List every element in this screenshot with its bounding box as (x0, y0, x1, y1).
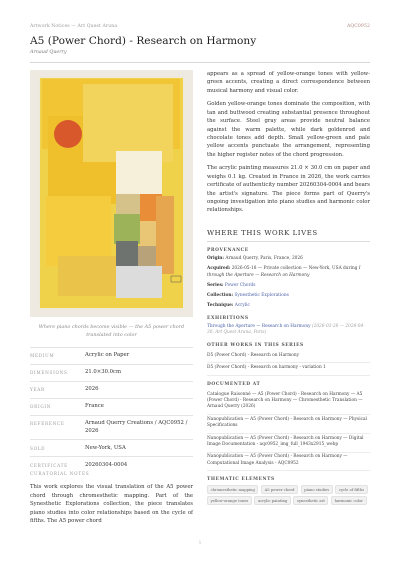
page-title: A5 (Power Chord) - Research on Harmony (30, 35, 257, 47)
collection-label: Collection: (207, 293, 234, 299)
exhibition-detail: (2026-03-28 — 2026-04-30, Art Quest Aruna, Paris) (207, 323, 365, 336)
origin-value: Arnaud Querry, Paris, France, 2026 (225, 255, 303, 261)
description-paragraph: Golden yellow-orange tones dominate the composition, with tan and buttwood creating substantial presence throughout the surface. Steel gray areas provide neutral balance against the warm palette, while dark goldenrod and chocolate tones add depth. Small yellow-green and pale yellow accents punctuate the arrangement, representing the higher register notes of the chord progression. (207, 101, 370, 158)
other-work-link[interactable]: D5 (Power Chord) - Research on harmony - variation 1 (207, 363, 370, 375)
tag[interactable]: chromesthetic mapping (207, 485, 258, 493)
meta-row-origin (30, 398, 193, 415)
title-divider (30, 62, 370, 63)
description-paragraph: appears as a spread of yellow-orange tones with yellow-green accents, creating a direct correspondence between musical harmony and visual color. (207, 71, 370, 94)
meta-key: ORIGIN (30, 404, 52, 410)
provenance-collection (207, 293, 370, 300)
page-header (30, 24, 370, 34)
artwork-painting (38, 76, 185, 310)
tag[interactable]: piano studies (301, 485, 333, 493)
description-column (207, 70, 370, 505)
thematic-elements-label: THEMATIC ELEMENTS (207, 477, 275, 483)
provenance-label: PROVENANCE (207, 247, 249, 253)
meta-key: REFERENCE (30, 421, 65, 427)
meta-key: CERTIFICATE (30, 462, 68, 468)
exhibition-link[interactable]: Through the Aperture — Research on Harmony (207, 323, 311, 329)
documented-entry[interactable]: Nanopublication — A5 (Power Chord) - Research on Harmony — Computational Image Analysis - AQC0952 (207, 453, 370, 472)
tag[interactable]: synesthetic art (293, 496, 328, 504)
acquired-exhibition: I through the Aperture — Research on Harmony (207, 266, 361, 278)
meta-key: YEAR (30, 387, 45, 393)
provenance-origin (207, 256, 370, 263)
meta-value: 21.0×30.0cm (85, 369, 122, 376)
other-work-link[interactable]: D5 (Power Chord) - Research on Harmony (207, 351, 370, 363)
provenance-technique (207, 303, 370, 310)
meta-value: New-York, USA (85, 444, 126, 451)
artwork-metadata-table (30, 347, 193, 473)
meta-key: DIMENSIONS (30, 370, 68, 376)
technique-link[interactable]: Acrylic (234, 303, 250, 309)
meta-key: MEDIUM (30, 353, 55, 359)
tag[interactable]: acrylic painting (254, 496, 290, 504)
meta-value: Acrylic on Paper (85, 352, 130, 359)
tag[interactable]: harmonic color (331, 496, 366, 504)
other-works-label: OTHER WORKS IN THIS SERIES (207, 343, 304, 348)
documented-entry[interactable]: Nanopublication — A5 (Power Chord) - Research on Harmony — Physical Specifications (207, 415, 370, 434)
tag[interactable]: A5 power chord (261, 485, 298, 493)
meta-value: France (85, 403, 104, 410)
curatorial-notes-text: This work explores the visual translation of the A5 power chord through chromesthetic mapping. Part of the Synesthetic Explorations collection, the piece translates piano studies into color relationships based on the cycle of fifths. The A5 power chord (30, 484, 193, 525)
provenance-series (207, 283, 370, 290)
meta-value: Arnaud Querry Creations / AQC0952 / 2026 (85, 420, 188, 434)
acquired-label: Acquired: (207, 266, 231, 272)
meta-key: SOLD (30, 445, 46, 451)
meta-value: 2026 (85, 386, 99, 393)
artwork-image (30, 70, 193, 317)
provenance-acquired (207, 266, 370, 279)
thematic-tags (207, 485, 370, 504)
tag[interactable]: cycle of fifths (335, 485, 367, 493)
series-label: Series: (207, 282, 224, 288)
technique-label: Technique: (207, 303, 234, 309)
artist-name: Arnaud Querry (30, 50, 67, 55)
documented-entry[interactable]: Nanopublication — A5 (Power Chord) - Research on Harmony — Digital Image Documentation - aqc0952_img_full_1943x2915_webp (207, 434, 370, 453)
meta-row-dimensions (30, 364, 193, 381)
meta-row-year (30, 381, 193, 398)
exhibition-entry (207, 324, 370, 337)
meta-row-sold (30, 439, 193, 456)
documented-entry[interactable]: Catalogue Raisonné — A5 (Power Chord) - Research on Harmony — A5 (Power Chord) - Research on Harmony — Chromesthetic Translation — Arnaud Querry (2026) (207, 390, 370, 415)
description-paragraph: The acrylic painting measures 21.0 × 30.0 cm on paper and weighs 0.1 kg. Created in France in 2026, the work carries certificate of authenticity number 20260304-0004 and bears the artist's signature. The piece forms part of Querry's ongoing investigation into piano studies and harmonic color relationships. (207, 165, 370, 214)
exhibitions-label: EXHIBITIONS (207, 315, 249, 321)
curatorial-notes-label: CURATORIAL NOTES (30, 471, 90, 476)
where-section-title: WHERE THIS WORK LIVES (207, 229, 370, 242)
page-number: 1 (198, 541, 202, 546)
artwork-caption: Where piano chords become visible — the A5 power chord translated into color (38, 324, 185, 338)
tag[interactable]: yellow-orange tones (207, 496, 252, 504)
header-site-label: Artwork Notices — Art Quest Aruna (30, 24, 118, 29)
origin-label: Origin: (207, 255, 224, 261)
meta-value: 20260304-0004 (85, 461, 128, 468)
acquired-value: 2026-05-18 — Private collection — New-York, USA during (231, 266, 358, 272)
meta-row-reference (30, 415, 193, 440)
meta-row-medium (30, 347, 193, 364)
header-reference: AQC0952 (347, 24, 370, 29)
series-link[interactable]: Power Chords (224, 282, 256, 288)
documented-at-label: DOCUMENTED AT (207, 381, 261, 387)
collection-link[interactable]: Synesthetic Explorations (234, 293, 289, 299)
